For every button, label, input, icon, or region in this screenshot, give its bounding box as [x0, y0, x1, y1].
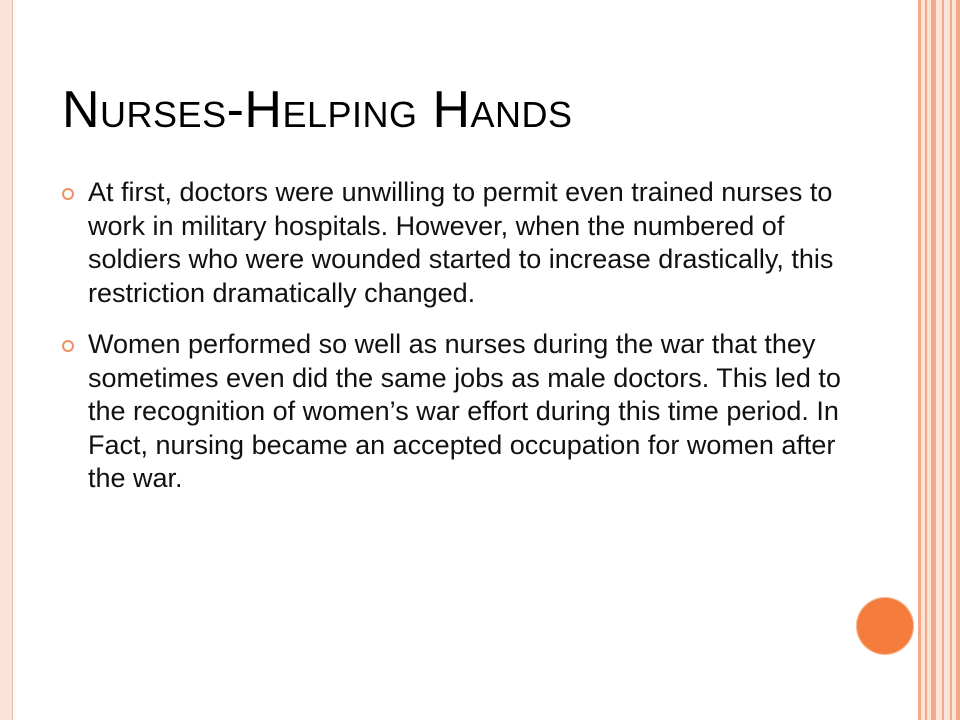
orange-circle-decoration — [856, 597, 914, 655]
right-stripe — [956, 0, 960, 720]
right-stripe — [931, 0, 936, 720]
bullet-item — [62, 176, 862, 310]
slide-title: Nurses-Helping Hands — [62, 81, 573, 139]
bullet-text: At first, doctors were unwilling to permit even trained nurses to work in military hospitals. However, when the numbered of soldiers who were wounded started to increase drastically, this restriction dramatically changed. — [88, 177, 834, 308]
right-stripe — [925, 0, 927, 720]
bullet-item — [62, 328, 862, 496]
bullet-text: Women performed so well as nurses during the war that they sometimes even did the same jobs as male doctors. This led to the recognition of women’s war effort during this time period. In Fact, nursing became an accepted occupation for women after the war. — [88, 329, 841, 493]
left-frame-border — [0, 0, 13, 720]
right-stripe — [918, 0, 921, 720]
bullet-list — [62, 176, 862, 514]
right-stripe — [950, 0, 952, 720]
hollow-circle-bullet-icon — [62, 188, 74, 200]
right-stripe — [942, 0, 944, 720]
hollow-circle-bullet-icon — [62, 340, 74, 352]
